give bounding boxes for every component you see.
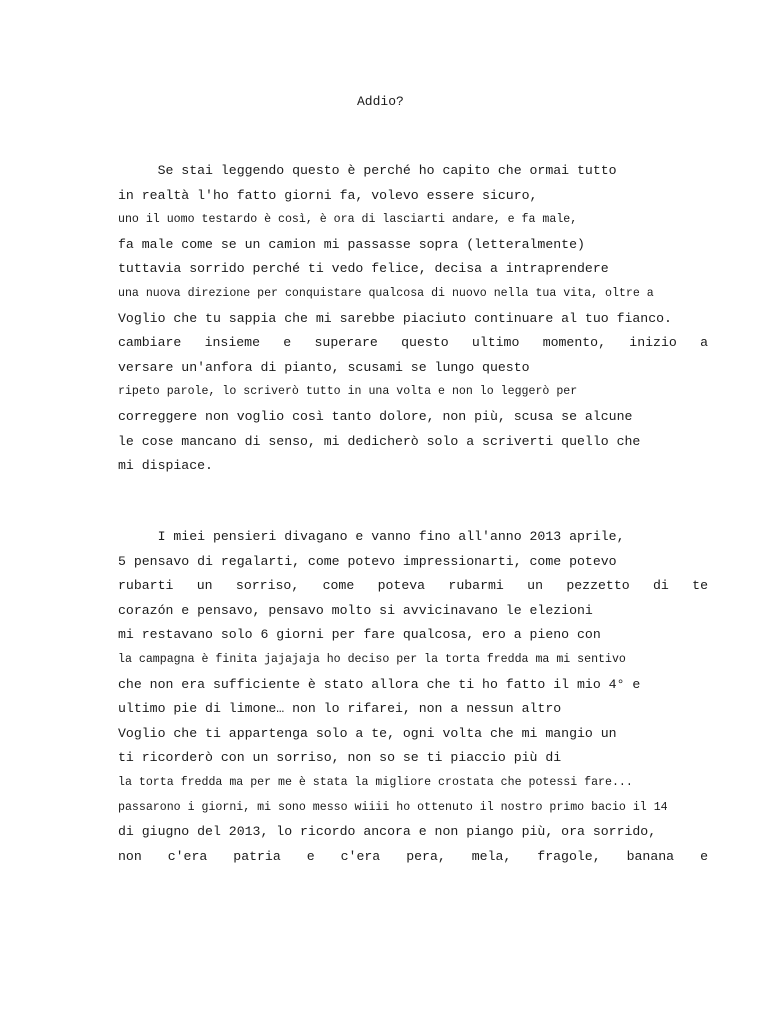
text-line: che non era sufficiente è stato allora che ti ho fatto il mio 4° e — [118, 676, 641, 692]
text-line: versare un'anfora di pianto, scusami se lungo questo — [118, 359, 530, 375]
text-line: in realtà l'ho fatto giorni fa, volevo essere sicuro, — [118, 187, 538, 203]
text-line: Voglio che ti appartenga solo a te, ogni volta che mi mangio un — [118, 725, 617, 741]
document-title: Addio? — [357, 94, 404, 109]
text-line: passarono i giorni, mi sono messo wiiii ho ottenuto il nostro primo bacio il 14 — [118, 800, 668, 814]
text-line: fa male come se un camion mi passasse sopra (letteralmente) — [118, 236, 585, 252]
paragraph-1 — [118, 159, 708, 479]
text-line: 5 pensavo di regalarti, come potevo impressionarti, come potevo — [118, 553, 617, 569]
text-line: Voglio che tu sappia che mi sarebbe piaciuto continuare al tuo fianco. — [118, 310, 672, 326]
text-line: tuttavia sorrido perché ti vedo felice, decisa a intraprendere — [118, 261, 609, 277]
text-line: corazón e pensavo, pensavo molto si avvicinavano le elezioni — [118, 602, 593, 618]
text-line: correggere non voglio così tanto dolore, non più, scusa se alcune — [118, 408, 633, 424]
text-line: mi dispiace. — [118, 458, 213, 474]
text-line: uno il uomo testardo è così, è ora di lasciarti andare, e fa male, — [118, 213, 578, 227]
text-line: di giugno del 2013, lo ricordo ancora e non piango più, ora sorrido, — [118, 824, 657, 840]
text-line: mi restavano solo 6 giorni per fare qualcosa, ero a pieno con — [118, 627, 601, 643]
text-line: cambiare insieme e superare questo ultimo momento, inizio a — [118, 335, 708, 351]
text-line: rubarti un sorriso, come poteva rubarmi un pezzetto di te — [118, 578, 708, 594]
text-line: non c'era patria e c'era pera, mela, fragole, banana e — [118, 848, 708, 864]
text-line: ripeto parole, lo scriverò tutto in una volta e non lo leggerò per — [118, 385, 578, 399]
text-line: Se stai leggendo questo è perché ho capito che ormai tutto — [118, 163, 617, 178]
text-line: la campagna è finita jajajaja ho deciso per la torta fredda ma mi sentivo — [118, 652, 626, 666]
text-line: ultimo pie di limone… non lo rifarei, non a nessun altro — [118, 701, 562, 717]
text-line: una nuova direzione per conquistare qualcosa di nuovo nella tua vita, oltre a — [118, 286, 654, 300]
text-line: I miei pensieri divagano e vanno fino all'anno 2013 aprile, — [118, 529, 625, 544]
text-line: ti ricorderò con un sorriso, non so se ti piaccio più di — [118, 750, 562, 766]
paragraph-2 — [118, 525, 708, 869]
text-line: le cose mancano di senso, mi dedicherò solo a scriverti quello che — [118, 433, 641, 449]
text-line: la torta fredda ma per me è stata la migliore crostata che potessi fare... — [118, 775, 633, 789]
